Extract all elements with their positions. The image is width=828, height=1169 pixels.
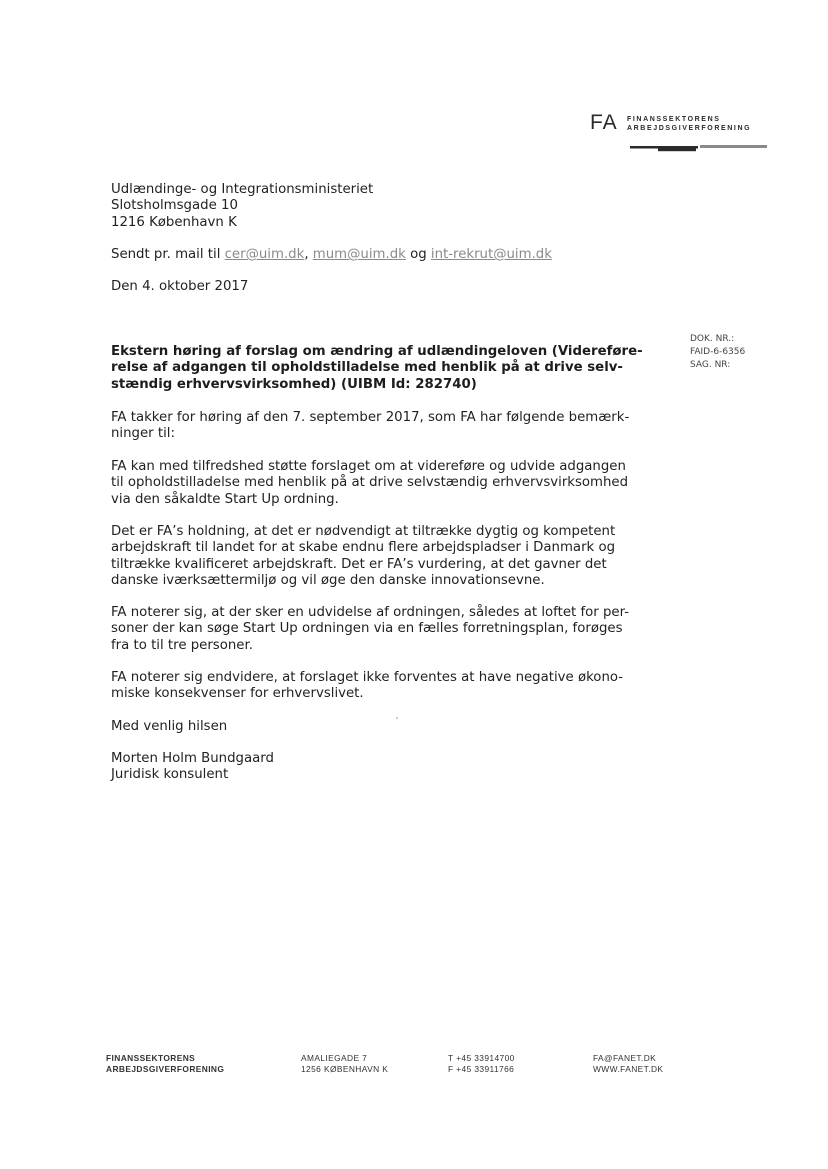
paragraph-line: Det er FA’s holdning, at det er nødvendigt at tiltrække dygtig og kompetent	[111, 524, 616, 539]
sag-nr-label: SAG. NR:	[690, 360, 731, 370]
paragraph-line: via den såkaldte Start Up ordning.	[111, 491, 339, 507]
closing: Med venlig hilsen	[111, 719, 228, 734]
recipient-line-3: 1216 København K	[111, 214, 237, 230]
paragraph-line: til opholdstilladelse med henblik på at drive selvstændig erhvervsvirksomhed	[111, 475, 629, 491]
footer-contact	[593, 1053, 663, 1075]
paragraph-line: tiltrække kvalificeret arbejdskraft. Det er FA’s vurdering, at det gavner det	[111, 556, 607, 572]
paragraph-line: arbejdskraft til landet for at skabe endnu flere arbejdspladser i Danmark og	[111, 540, 616, 556]
sent-prefix: Sendt pr. mail til	[111, 247, 225, 262]
dok-nr-label: DOK. NR.:	[690, 334, 735, 344]
paragraph-5	[111, 670, 623, 703]
signature	[111, 751, 274, 784]
logo-stripe-icon	[630, 144, 767, 152]
footer-email[interactable]: FA@FANET.DK	[593, 1053, 657, 1063]
email-link-cer[interactable]: cer@uim.dk	[224, 247, 305, 262]
footer-street: AMALIEGADE 7	[301, 1053, 368, 1063]
footer-city: 1256 KØBENHAVN K	[301, 1064, 389, 1074]
footer-address	[301, 1053, 388, 1075]
footer-fax: F +45 33911766	[448, 1064, 515, 1074]
logo-line-1: FINANSSEKTORENS	[627, 116, 721, 123]
logo-mark: FA	[590, 111, 618, 134]
paragraph-line: FA kan med tilfredshed støtte forslaget om at videreføre og udvide adgangen	[111, 459, 626, 474]
paragraph-1	[111, 410, 629, 443]
footer-phone	[448, 1053, 515, 1075]
logo-line-2: ARBEJDSGIVERFORENING	[627, 125, 752, 132]
email-link-mum[interactable]: mum@uim.dk	[312, 247, 406, 262]
signature-name: Morten Holm Bundgaard	[111, 751, 274, 766]
paragraph-line: fra to til tre personer.	[111, 637, 253, 653]
paragraph-3	[111, 524, 615, 589]
dok-nr-value: FAID-6-6356	[690, 347, 746, 357]
heading-line-2: relse af adgangen til opholdstilladelse med henblik på at drive selv-	[111, 360, 623, 376]
paragraph-line: FA takker for høring af den 7. september 2017, som FA har følgende bemærk-	[111, 410, 630, 425]
sent-line	[111, 247, 552, 263]
scan-speck	[396, 717, 398, 719]
letter-heading	[111, 344, 643, 393]
email-link-int-rekrut[interactable]: int-rekrut@uim.dk	[430, 247, 552, 262]
paragraph-2	[111, 459, 628, 508]
footer-org-line-2: ARBEJDSGIVERFORENING	[106, 1064, 225, 1074]
paragraph-line: FA noterer sig endvidere, at forslaget ikke forventes at have negative økono-	[111, 670, 624, 685]
heading-line-1: Ekstern høring af forslag om ændring af udlændingeloven (Videreføre-	[111, 344, 643, 359]
paragraph-line: miske konsekvenser for erhvervslivet.	[111, 686, 364, 702]
recipient-address	[111, 182, 373, 231]
paragraph-line: soner der kan søge Start Up ordningen via en fælles forretningsplan, forøges	[111, 621, 623, 637]
recipient-line-1: Udlændinge- og Integrationsministeriet	[111, 182, 374, 197]
sent-sep-1: ,	[304, 247, 313, 262]
footer-org	[106, 1053, 224, 1075]
logo-wordmark	[627, 115, 751, 133]
footer-org-line-1: FINANSSEKTORENS	[106, 1053, 196, 1063]
sent-sep-2: og	[405, 247, 431, 262]
footer-telephone: T +45 33914700	[448, 1053, 515, 1063]
document-meta	[690, 333, 745, 372]
signature-title: Juridisk konsulent	[111, 767, 229, 783]
footer-web[interactable]: WWW.FANET.DK	[593, 1064, 664, 1074]
paragraph-line: FA noterer sig, at der sker en udvidelse af ordningen, således at loftet for per-	[111, 605, 630, 620]
paragraph-line: ninger til:	[111, 426, 175, 442]
recipient-line-2: Slotsholmsgade 10	[111, 198, 238, 214]
paragraph-line: danske iværksættermiljø og vil øge den danske innovationsevne.	[111, 572, 545, 588]
paragraph-4	[111, 605, 629, 654]
letter-date: Den 4. oktober 2017	[111, 279, 249, 294]
heading-line-3: stændig erhvervsvirksomhed) (UIBM Id: 282740)	[111, 376, 477, 392]
